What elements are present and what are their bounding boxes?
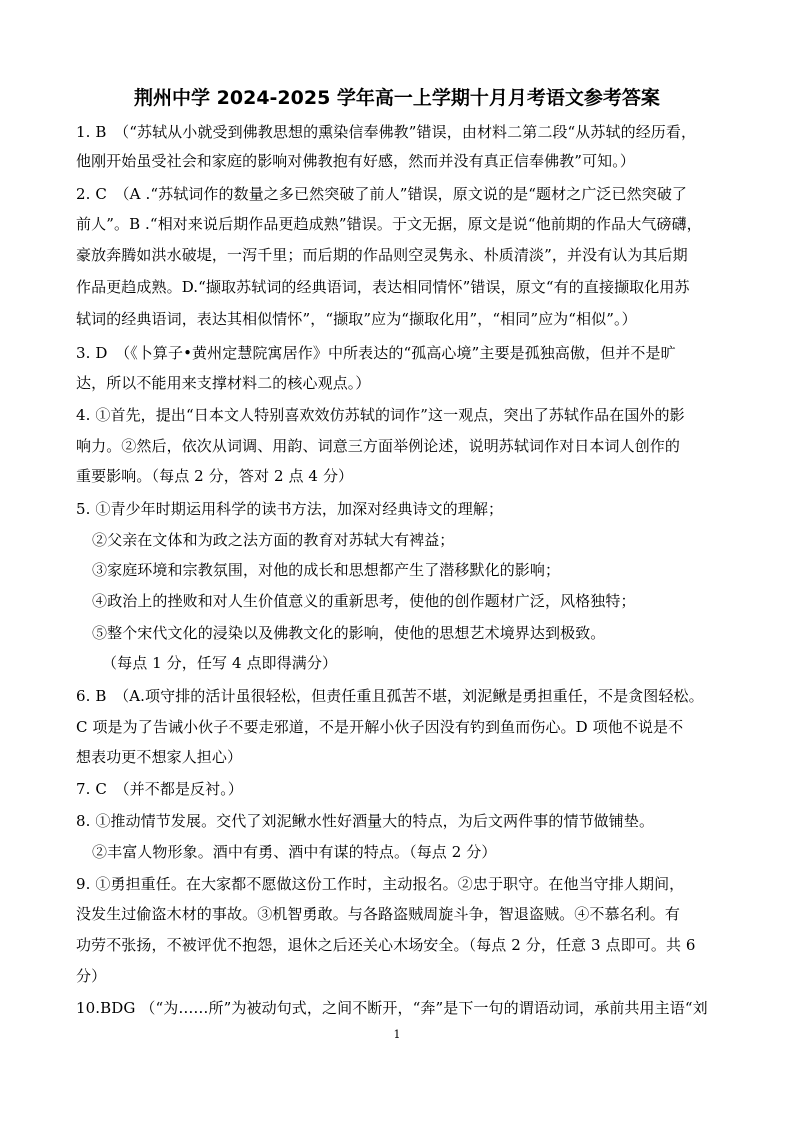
text-line: 轼词的经典语词，表达其相似情怀”，“撷取”应为“撷取化用”，“相同”应为“相似”。） <box>76 310 637 328</box>
text-line: C 项是为了告诫小伙子不要走邪道，不是开解小伙子因没有钓到鱼而伤心。D 项他不说是不 <box>76 718 684 736</box>
text-line: 8. ①推动情节发展。交代了刘泥鳅水性好酒量大的特点，为后文两件事的情节做铺垫。 <box>76 812 655 830</box>
text-line: 3. D （《卜算子•黄州定慧院寓居作》中所表达的“孤高心境”主要是孤独高傲，但并不是旷 <box>76 344 676 362</box>
text-line: 9. ①勇担重任。在大家都不愿做这份工作时，主动报名。②忠于职守。在他当守排人期间， <box>76 875 685 893</box>
text-line: ③家庭环境和宗教氛围，对他的成长和思想都产生了潜移默化的影响； <box>92 561 561 579</box>
page-number: 1 <box>393 1028 401 1041</box>
text-line: 功劳不张扬，不被评优不抱怨，退休之后还关心木场安全。（每点 2 分，任意 3 点即可。共 6 <box>76 936 696 954</box>
text-line: 前人”。B .“相对来说后期作品更趋成熟”错误。于文无据，原文是说“他前期的作品大气磅礴， <box>76 215 702 233</box>
text-line: 达，所以不能用来支撑材料二的核心观点。） <box>76 374 371 392</box>
text-line: ②丰富人物形象。酒中有勇、酒中有谋的特点。（每点 2 分） <box>92 843 497 861</box>
text-line: 没发生过偷盗木材的事故。③机智勇敢。与各路盗贼周旋斗争，智退盗贼。④不慕名利。有 <box>76 905 681 923</box>
text-line: 响力。②然后，依次从词调、用韵、词意三方面举例论述，说明苏轼词作对日本词人创作的 <box>76 437 681 455</box>
text-line: 想表功更不想家人担心） <box>76 748 243 766</box>
text-line: 作品更趋成熟。D.“撷取苏轼词的经典语词，表达相同情怀”错误，原文“有的直接撷取化用苏 <box>76 278 690 296</box>
text-line: 豪放奔腾如洪水破堤，一泻千里；而后期的作品则空灵隽永、朴质清淡”，并没有认为其后期 <box>76 246 688 264</box>
text-line: ②父亲在文体和为政之法方面的教育对苏轼大有裨益； <box>92 531 455 549</box>
text-line: 6. B （A.项守排的活计虽很轻松，但责任重且孤苦不堪，刘泥鳅是勇担重任，不是贪图轻松。 <box>76 687 704 705</box>
page-title: 荆州中学 2024-2025 学年高一上学期十月月考语文参考答案 <box>134 87 660 109</box>
text-line: 4. ①首先，提出“日本文人特别喜欢效仿苏轼的词作”这一观点，突出了苏轼作品在国外的影 <box>76 406 685 424</box>
text-line: 1. B （“苏轼从小就受到佛教思想的熏染信奉佛教”错误，由材料二第二段“从苏轼的经历看， <box>76 123 697 141</box>
text-line: ④政治上的挫败和对人生价值意义的重新思考，使他的创作题材广泛，风格独特； <box>92 592 636 610</box>
text-line: ⑤整个宋代文化的浸染以及佛教文化的影响，使他的思想艺术境界达到极致。 <box>92 624 606 642</box>
text-line: 7. C （并不都是反衬。） <box>76 780 243 798</box>
text-line: 10.BDG （“为……所”为被动句式，之间不断开，“奔”是下一句的谓语动词，承前共用主语“刘 <box>76 999 708 1017</box>
text-line: 5. ①青少年时期运用科学的读书方法，加深对经典诗文的理解； <box>76 500 504 518</box>
text-line: 分） <box>76 967 107 985</box>
text-line: 他刚开始虽受社会和家庭的影响对佛教抱有好感，然而并没有真正信奉佛教”可知。） <box>76 152 635 170</box>
text-line: 重要影响。（每点 2 分，答对 2 点 4 分） <box>76 467 354 485</box>
text-line: 2. C （A .“苏轼词作的数量之多已然突破了前人”错误，原文说的是“题材之广泛已然突破了 <box>76 185 688 203</box>
text-line: （每点 1 分，任写 4 点即得满分） <box>102 654 338 672</box>
